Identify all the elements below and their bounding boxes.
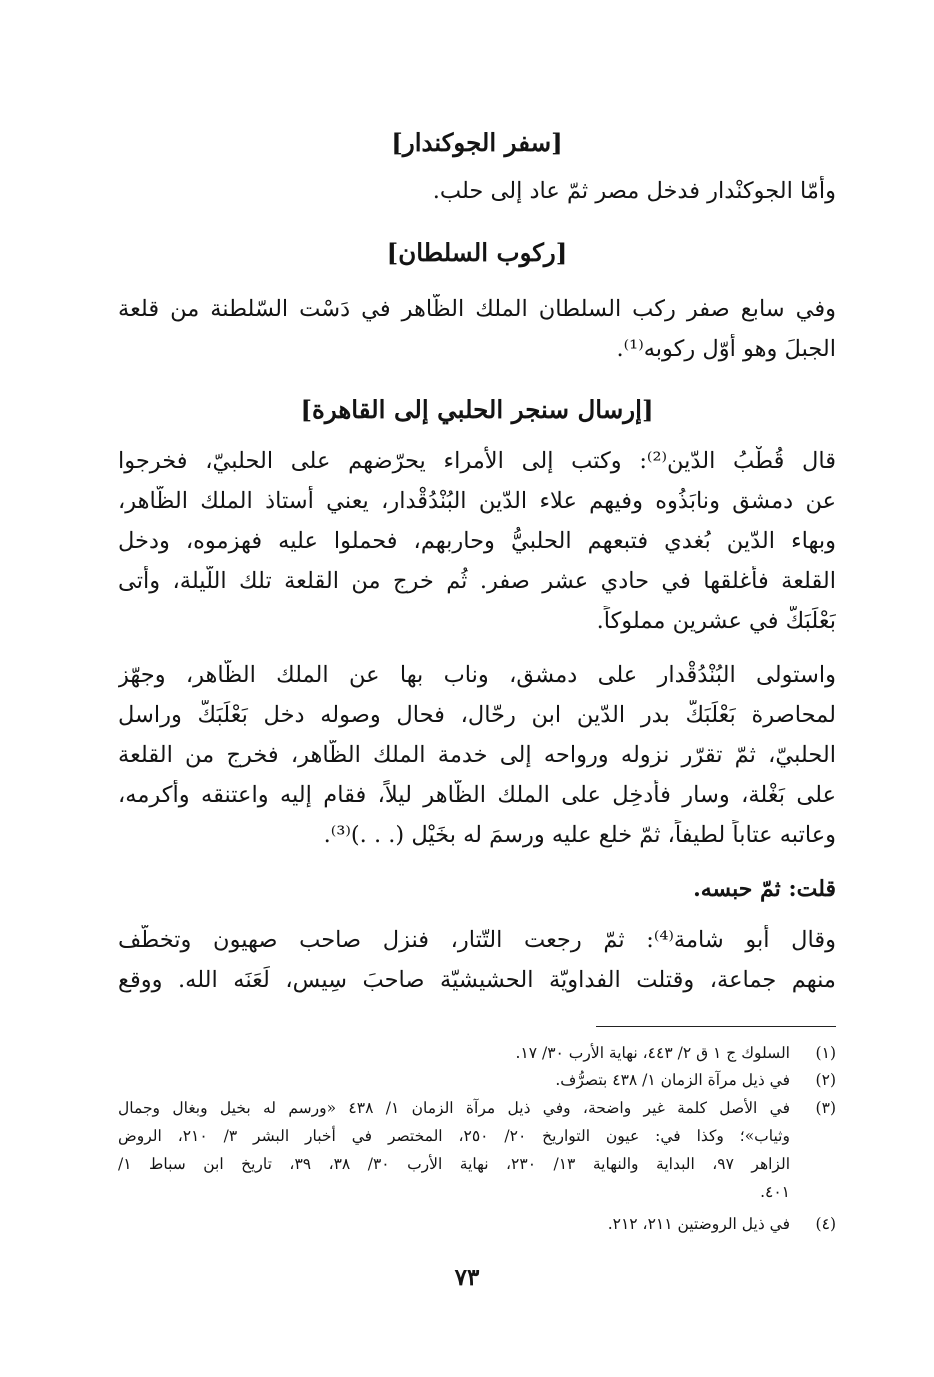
- section-heading-jokandar: [سفر الجوكندار]: [391, 128, 563, 157]
- body-line: منهم جماعة، وقتلت الفداويّة الحشيشيّة صاحبَ سِيس، لَعَنَه الله. ووقع: [118, 967, 836, 993]
- body-line: الحلبيّ، ثمّ تقرّر نزوله ورواحه إلى خدمة الملك الظّاهر، فخرج من القلعة: [118, 742, 836, 768]
- body-line: القلعة فأغلقها في حادي عشر صفر. ثُم خرج من القلعة تلك اللّيلة، وأتى: [118, 568, 836, 594]
- body-line: وبهاء الدّين بُغدي فتبعهم الحلبيُّ وحاربهم، فحملوا عليه فهزموه، ودخل: [118, 528, 836, 554]
- body-line: لمحاصرة بَعْلَبَكّ بدر الدّين ابن رحّال، فحال وصوله دخل بَعْلَبَكّ وراسل: [118, 702, 836, 728]
- footnote-text: في ذيل مرآة الزمان ١/ ٤٣٨ بتصرُّف.: [555, 1071, 790, 1089]
- footnote-number: (٢): [815, 1071, 836, 1089]
- footnote-text: السلوك ج ١ ق ٢/ ٤٤٣، نهاية الأرب ٣٠/ ١٧.: [515, 1044, 790, 1062]
- page-number: ٧٣: [454, 1264, 480, 1291]
- footnote-divider: [596, 1026, 836, 1027]
- footnote-text: وثياب»؛ وكذا في: عيون التواريخ ٢٠/ ٢٥٠، المختصر في أخبار البشر ٣/ ٢١٠، الروض: [118, 1127, 790, 1145]
- body-line: وأمّا الجوكنْدار فدخل مصر ثمّ عاد إلى حلب.: [432, 178, 836, 204]
- body-line: قال قُطْبُ الدّين⁽²⁾: وكتب إلى الأمراء يحرّضهم على الحلبيّ، فخرجوا: [118, 448, 836, 474]
- footnote-number: (٤): [815, 1215, 836, 1233]
- body-line: وفي سابع صفر ركب السلطان الملك الظّاهر في دَسْت السّلطنة من قلعة: [118, 296, 836, 322]
- footnote-text: ٤٠١.: [760, 1183, 790, 1201]
- body-line: وقال أبو شامة⁽⁴⁾: ثمّ رجعت التّتار، فنزل صاحب صهيون وتخطّف: [118, 927, 836, 953]
- author-note: قلت: ثمّ حبسه.: [693, 876, 836, 902]
- footnote-number: (٣): [815, 1099, 836, 1117]
- section-heading-sending-sanjar: [إرسال سنجر الحلبي إلى القاهرة]: [300, 395, 654, 424]
- body-line: على بَغْلة، وسار فأُدخِل على الملك الظّاهر ليلاً، فقام إليه واعتنقه وأكرمه،: [118, 782, 836, 808]
- section-heading-sultan-ride: [ركوب السلطان]: [386, 238, 568, 267]
- body-line: واستولى البُنْدُقْدار على دمشق، وناب بها عن الملك الظّاهر، وجهّز: [118, 662, 836, 688]
- body-line: الجبلَ وهو أوّل ركوبه⁽¹⁾.: [616, 336, 836, 362]
- footnote-text: في ذيل الروضتين ٢١١، ٢١٢.: [607, 1215, 790, 1233]
- body-line: بَعْلَبَكّ في عشرين مملوكاً.: [596, 608, 836, 634]
- footnote-text: الزاهر ٩٧، البداية والنهاية ١٣/ ٢٣٠، نهاية الأرب ٣٠/ ٣٨، ٣٩، تاريخ ابن سباط ١/: [118, 1155, 790, 1173]
- body-line: وعاتبه عتاباً لطيفاً، ثمّ خلع عليه ورسمَ له بخَيْل (. . .)⁽³⁾.: [323, 822, 836, 848]
- body-line: عن دمشق ونابَذُوه وفيهم علاء الدّين البُنْدُقْدار، يعني أستاذ الملك الظّاهر،: [118, 488, 836, 514]
- footnote-text: في الأصل كلمة غير واضحة، وفي ذيل مرآة الزمان ١/ ٤٣٨ «ورسم له بخيل وبغال وجمال: [118, 1099, 790, 1117]
- footnote-number: (١): [815, 1044, 836, 1062]
